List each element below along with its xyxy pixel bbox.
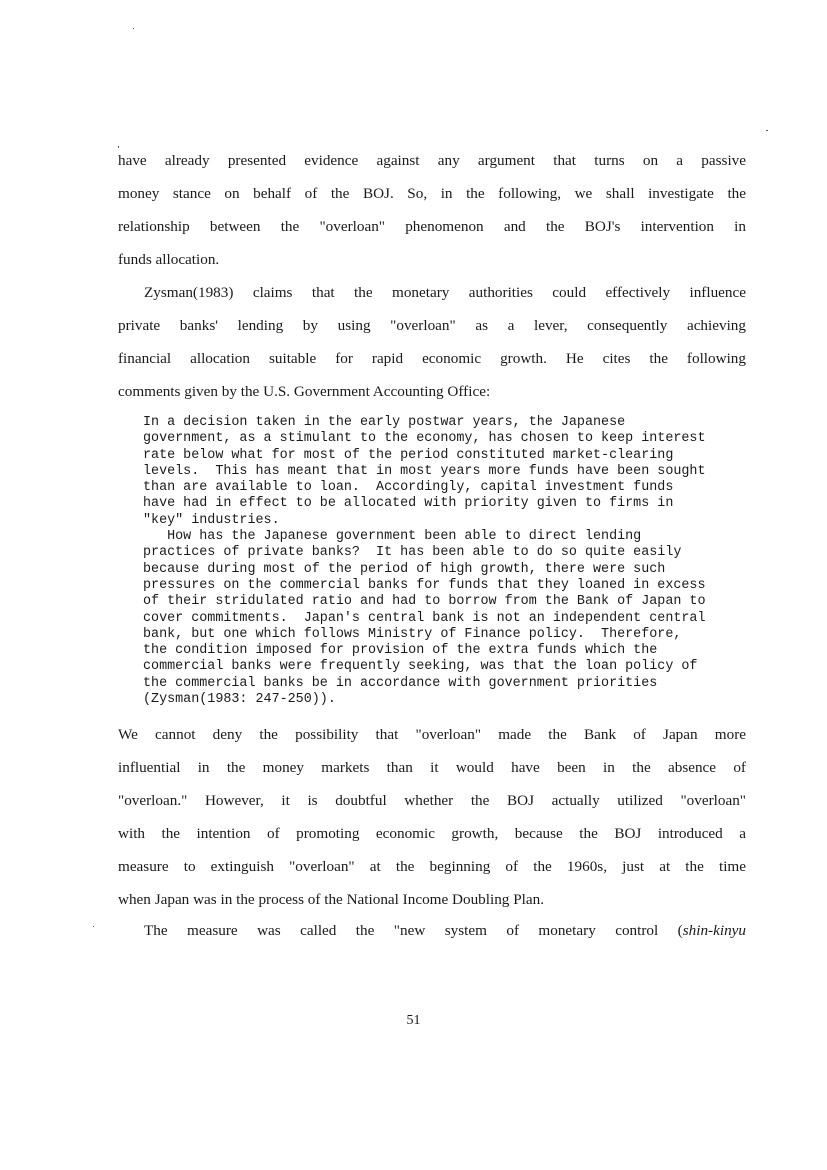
text-line: influential in the money markets than it would have been in the absence of	[118, 759, 746, 776]
quote-line: levels. This has meant that in most years more funds have been sought	[143, 463, 706, 479]
text-run: The measure was called the "new system of monetary control (	[144, 922, 683, 939]
quote-line: government, as a stimulant to the economy, has chosen to keep interest	[143, 431, 706, 447]
quote-line: the condition imposed for provision of the extra funds which the	[143, 643, 658, 659]
block-quote	[143, 415, 706, 708]
text-line: private banks' lending by using "overloan" as a lever, consequently achieving	[118, 317, 746, 334]
quote-line: have had in effect to be allocated with priority given to firms in	[143, 496, 674, 512]
quote-line: cover commitments. Japan's central bank is not an independent central	[143, 610, 706, 626]
scan-speck	[133, 28, 134, 29]
quote-line: bank, but one which follows Ministry of Finance policy. Therefore,	[143, 626, 682, 642]
paragraph-1	[118, 144, 746, 276]
text-line: funds allocation.	[118, 251, 220, 268]
quote-line: How has the Japanese government been able to direct lending	[143, 529, 642, 545]
scan-speck	[93, 926, 94, 927]
page-number: 51	[406, 1013, 421, 1028]
text-line: when Japan was in the process of the National Income Doubling Plan.	[118, 891, 544, 908]
text-line: Zysman(1983) claims that the monetary authorities could effectively influence	[144, 284, 746, 301]
text-line: "overloan." However, it is doubtful whether the BOJ actually utilized "overloan"	[118, 792, 746, 809]
quote-line: than are available to loan. Accordingly, capital investment funds	[143, 480, 674, 496]
text-line	[118, 914, 746, 947]
text-line: financial allocation suitable for rapid economic growth. He cites the following	[118, 350, 746, 367]
quote-line: In a decision taken in the early postwar years, the Japanese	[143, 415, 626, 430]
text-line: relationship between the "overloan" phenomenon and the BOJ's intervention in	[118, 218, 746, 235]
text-line: comments given by the U.S. Government Accounting Office:	[118, 383, 491, 400]
italic-term: shin-kinyu	[682, 922, 746, 939]
quote-line: practices of private banks? It has been able to do so quite easily	[143, 545, 682, 561]
paragraph-4	[118, 914, 746, 947]
text-line: money stance on behalf of the BOJ. So, in the following, we shall investigate the	[118, 185, 746, 202]
quote-line: "key" industries.	[143, 512, 280, 528]
paragraph-2	[118, 276, 746, 408]
text-line: We cannot deny the possibility that "overloan" made the Bank of Japan more	[118, 726, 746, 743]
paragraph-3	[118, 718, 746, 916]
quote-line: the commercial banks be in accordance with government priorities	[143, 675, 658, 691]
quote-line: because during most of the period of high growth, there were such	[143, 561, 666, 577]
quote-line: of their stridulated ratio and had to borrow from the Bank of Japan to	[143, 594, 706, 610]
text-line: measure to extinguish "overloan" at the beginning of the 1960s, just at the time	[118, 858, 746, 875]
quote-line: pressures on the commercial banks for funds that they loaned in excess	[143, 577, 706, 593]
quote-line: commercial banks were frequently seeking, was that the loan policy of	[143, 659, 698, 675]
quote-line: rate below what for most of the period constituted market-clearing	[143, 447, 674, 463]
text-line: with the intention of promoting economic growth, because the BOJ introduced a	[118, 825, 746, 842]
text-line: have already presented evidence against any argument that turns on a passive	[118, 152, 746, 169]
quote-line: (Zysman(1983: 247-250)).	[143, 692, 336, 708]
scan-speck	[766, 130, 768, 131]
